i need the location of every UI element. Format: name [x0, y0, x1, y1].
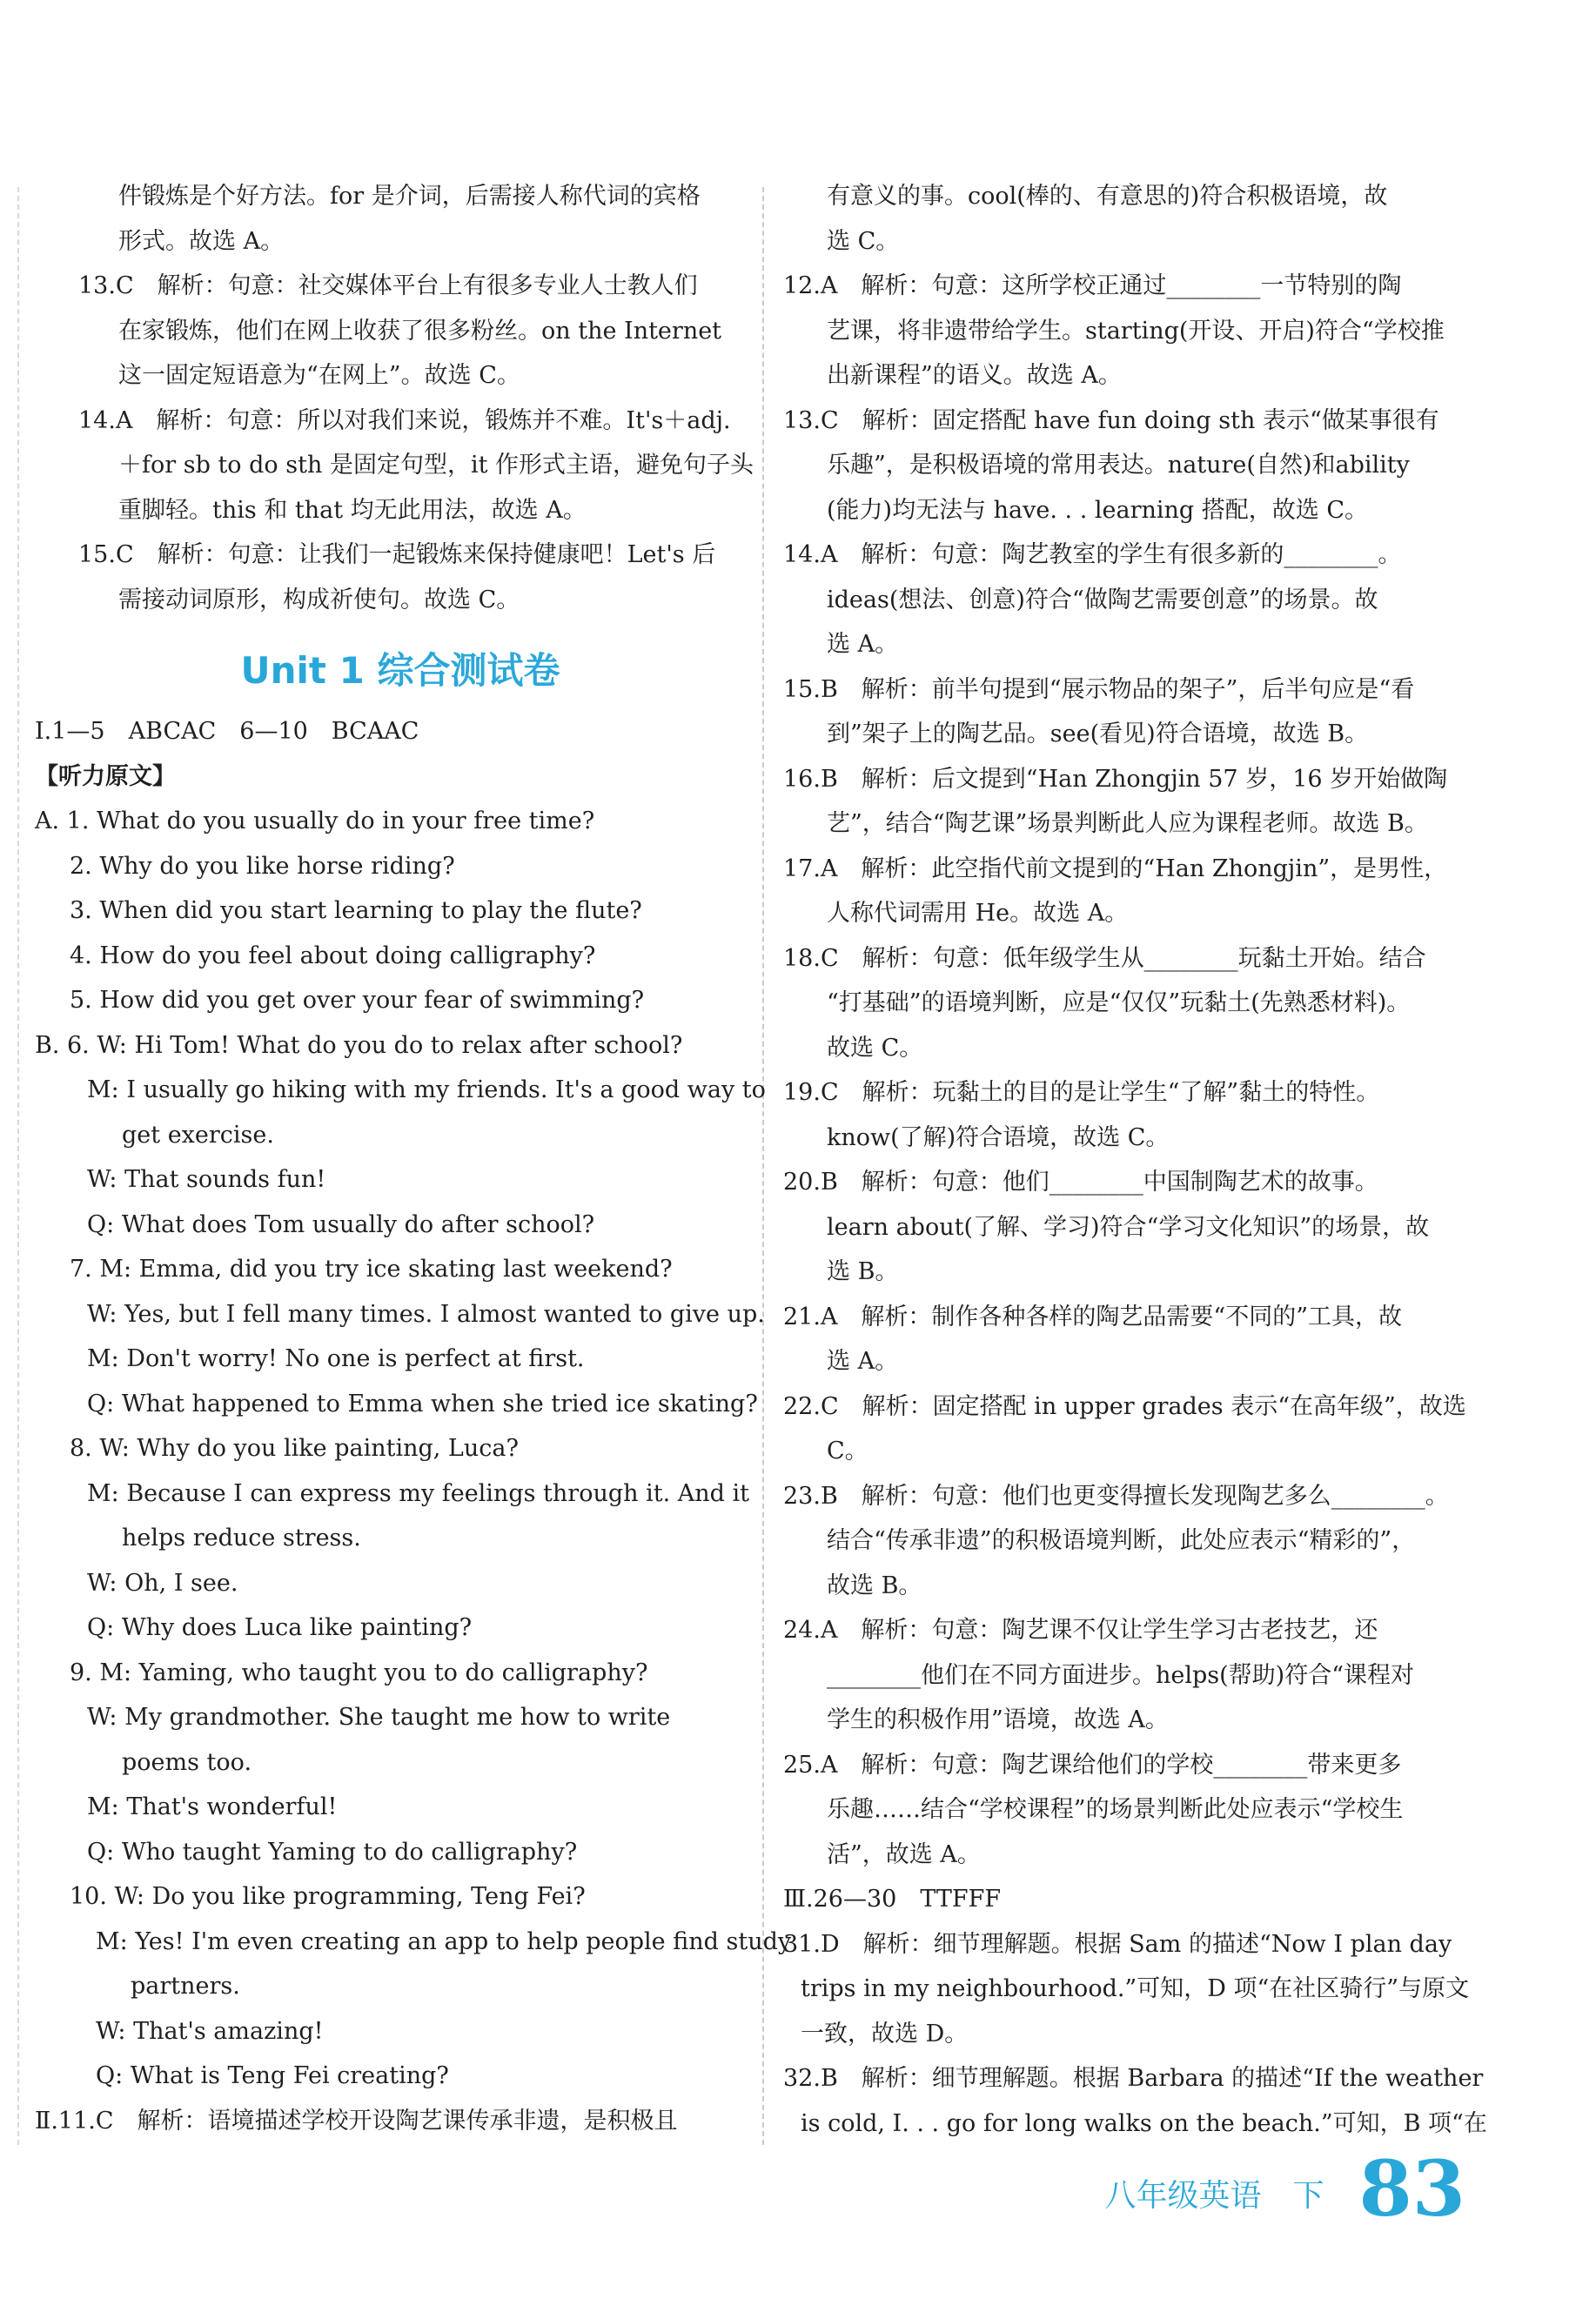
section-title: Unit 1 综合测试卷: [240, 649, 560, 692]
text-line: is cold, I. . . go for long walks on the beach.”可知，B 项“在: [801, 2109, 1487, 2137]
text-line: 25.A 解析：句意：陶艺课给他们的学校________带来更多: [783, 1751, 1402, 1779]
text-line: 活”，故选 A。: [827, 1840, 981, 1868]
text-line: M: Don't worry! No one is perfect at first.: [87, 1345, 585, 1372]
text-line: 17.A 解析：此空指代前文提到的“Han Zhongjin”，是男性，: [783, 855, 1448, 882]
text-line: 18.C 解析：句意：低年级学生从________玩黏土开始。结合: [783, 944, 1426, 972]
text-line: partners.: [131, 1973, 240, 2000]
text-line: Q: Why does Luca like painting?: [87, 1614, 473, 1641]
text-line: ________他们在不同方面进步。helps(帮助)符合“课程对: [827, 1661, 1415, 1689]
text-line: 19.C 解析：玩黏土的目的是让学生“了解”黏土的特性。: [783, 1079, 1380, 1106]
text-line: 3. When did you start learning to play the flute?: [70, 897, 642, 924]
text-line: 学生的积极作用”语境，故选 A。: [827, 1706, 1169, 1733]
text-line: M: That's wonderful!: [87, 1793, 338, 1820]
text-line: 选 C。: [827, 227, 900, 255]
text-line: 32.B 解析：细节理解题。根据 Barbara 的描述“If the weather: [783, 2065, 1484, 2092]
text-line: 人称代词需用 He。故选 A。: [827, 900, 1129, 927]
text-line: 结合“传承非遗”的积极语境判断，此处应表示“精彩的”，: [827, 1527, 1416, 1554]
text-line: Q: What is Teng Fei creating?: [96, 2062, 449, 2089]
page-footer: [1104, 2143, 1465, 2234]
text-line: 23.B 解析：句意：他们也更变得擅长发现陶艺多么________。: [783, 1482, 1449, 1510]
text-line: 14.A 解析：句意：陶艺教室的学生有很多新的________。: [783, 541, 1402, 568]
text-line: 8. W: Why do you like painting, Luca?: [70, 1435, 519, 1462]
left-answers-bottom: [35, 709, 792, 2143]
text-line: learn about(了解、学习)符合“学习文化知识”的场景，故: [827, 1213, 1430, 1241]
text-line: 有意义的事。cool(棒的、有意思的)符合积极语境，故: [827, 183, 1388, 210]
text-line: 20.B 解析：句意：他们________中国制陶艺术的故事。: [783, 1169, 1378, 1196]
text-line: 9. M: Yaming, who taught you to do calligraphy?: [70, 1659, 648, 1686]
text-line: 21.A 解析：制作各种各样的陶艺品需要“不同的”工具，故: [783, 1303, 1403, 1330]
text-line: 这一固定短语意为“在网上”。故选 C。: [118, 362, 520, 389]
text-line: W: Yes, but I fell many times. I almost wanted to give up.: [87, 1300, 765, 1328]
text-line: 12.A 解析：句意：这所学校正通过________一节特别的陶: [783, 272, 1402, 299]
text-line: Ⅲ.26—30 TTFFF: [783, 1886, 1002, 1913]
text-line: Ⅱ.11.C 解析：语境描述学校开设陶艺课传承非遗，是积极且: [35, 2107, 678, 2135]
text-line: “打基础”的语境判断，应是“仅仅”玩黏土(先熟悉材料)。: [827, 989, 1411, 1016]
text-line: 形式。故选 A。: [118, 227, 285, 255]
text-line: 件锻炼是个好方法。for 是介词，后需接人称代词的宾格: [118, 183, 701, 210]
text-line: 5. How did you get over your fear of swimming?: [70, 987, 645, 1014]
text-line: 选 A。: [827, 631, 899, 658]
text-line: M: Yes! I'm even creating an app to help people find study: [96, 1927, 792, 1955]
text-line: 需接动词原形，构成祈使句。故选 C。: [118, 586, 520, 613]
text-line: know(了解)符合语境，故选 C。: [827, 1123, 1170, 1151]
text-line: 到”架子上的陶艺品。see(看见)符合语境，故选 B。: [827, 720, 1369, 747]
text-line: 4. How do you feel about doing calligraphy?: [70, 942, 596, 969]
text-line: Q: Who taught Yaming to do calligraphy?: [87, 1838, 578, 1866]
text-line: Q: What happened to Emma when she tried ice skating?: [87, 1390, 758, 1418]
text-line: W: My grandmother. She taught me how to write: [87, 1704, 671, 1731]
left-answers-top: [35, 174, 766, 622]
text-line: M: I usually go hiking with my friends. It's a good way to: [87, 1076, 766, 1103]
text-line: 22.C 解析：固定搭配 in upper grades 表示“在高年级”，故选: [783, 1392, 1466, 1420]
text-line: trips in my neighbourhood.”可知，D 项“在社区骑行”与原文: [801, 1975, 1470, 2002]
text-line: 16.B 解析：后文提到“Han Zhongjin 57 岁，16 岁开始做陶: [783, 765, 1448, 793]
text-line: C。: [827, 1438, 868, 1464]
text-line: 选 B。: [827, 1258, 899, 1285]
text-line: 31.D 解析：细节理解题。根据 Sam 的描述“Now I plan day: [783, 1930, 1452, 1958]
text-line: 10. W: Do you like programming, Teng Fei?: [70, 1883, 586, 1910]
text-line: Ⅰ.1—5 ABCAC 6—10 BCAAC: [35, 718, 419, 745]
text-line: 14.A 解析：句意：所以对我们来说，锻炼并不难。It's＋adj.: [78, 406, 731, 434]
text-line: A. 1. What do you usually do in your free time?: [35, 808, 595, 834]
page-number: 83: [1358, 2143, 1465, 2234]
text-line: 一致，故选 D。: [801, 2020, 969, 2048]
text-line: 13.C 解析：固定搭配 have fun doing sth 表示“做某事很有: [783, 406, 1439, 434]
text-line: Q: What does Tom usually do after school?: [87, 1210, 595, 1238]
left-column: [35, 174, 792, 2143]
binding-edge-line: [17, 187, 19, 2145]
text-line: (能力)均无法与 have. . . learning 搭配，故选 C。: [827, 496, 1369, 524]
footer-label: 八年级英语 下: [1104, 2178, 1324, 2214]
text-line: 艺课，将非遗带给学生。starting(开设、开启)符合“学校推: [827, 317, 1445, 345]
text-line: 故选 B。: [827, 1572, 922, 1599]
right-column: [783, 174, 1514, 2146]
text-line: helps reduce stress.: [122, 1525, 361, 1552]
text-line: W: That sounds fun!: [87, 1166, 326, 1193]
text-line: ＋for sb to do sth 是固定句型，it 作形式主语，避免句子头: [118, 452, 754, 479]
text-line: M: Because I can express my feelings through it. And it: [87, 1479, 749, 1507]
text-line: B. 6. W: Hi Tom! What do you do to relax after school?: [35, 1031, 683, 1059]
text-line: W: That's amazing!: [96, 2017, 324, 2045]
text-line: 在家锻炼，他们在网上收获了很多粉丝。on the Internet: [118, 317, 722, 345]
text-line: poems too.: [122, 1748, 252, 1776]
text-line: 15.B 解析：前半句提到“展示物品的架子”，后半句应是“看: [783, 675, 1415, 703]
text-line: W: Oh, I see.: [87, 1569, 238, 1597]
text-line: 7. M: Emma, did you try ice skating last weekend?: [70, 1256, 673, 1283]
text-line: 出新课程”的语义。故选 A。: [827, 362, 1122, 389]
text-line: 重脚轻。this 和 that 均无此用法，故选 A。: [118, 496, 587, 524]
text-line: ideas(想法、创意)符合“做陶艺需要创意”的场景。故: [827, 586, 1378, 613]
text-line: 故选 C。: [827, 1034, 923, 1062]
text-line: 乐趣”，是积极语境的常用表达。nature(自然)和ability: [827, 452, 1410, 479]
text-line: 【听力原文】: [35, 762, 176, 790]
text-line: 艺”，结合“陶艺课”场景判断此人应为课程老师。故选 B。: [827, 810, 1428, 837]
text-line: 24.A 解析：句意：陶艺课不仅让学生学习古老技艺，还: [783, 1617, 1378, 1644]
text-line: 2. Why do you like horse riding?: [70, 852, 455, 880]
right-answers: [783, 174, 1514, 2146]
text-line: 15.C 解析：句意：让我们一起锻炼来保持健康吧！Let's 后: [78, 541, 716, 568]
text-line: 乐趣……结合“学校课程”的场景判断此处应表示“学校生: [827, 1796, 1404, 1823]
text-line: get exercise.: [122, 1121, 274, 1149]
text-line: 13.C 解析：句意：社交媒体平台上有很多专业人士教人们: [78, 272, 698, 299]
text-line: 选 A。: [827, 1348, 899, 1375]
